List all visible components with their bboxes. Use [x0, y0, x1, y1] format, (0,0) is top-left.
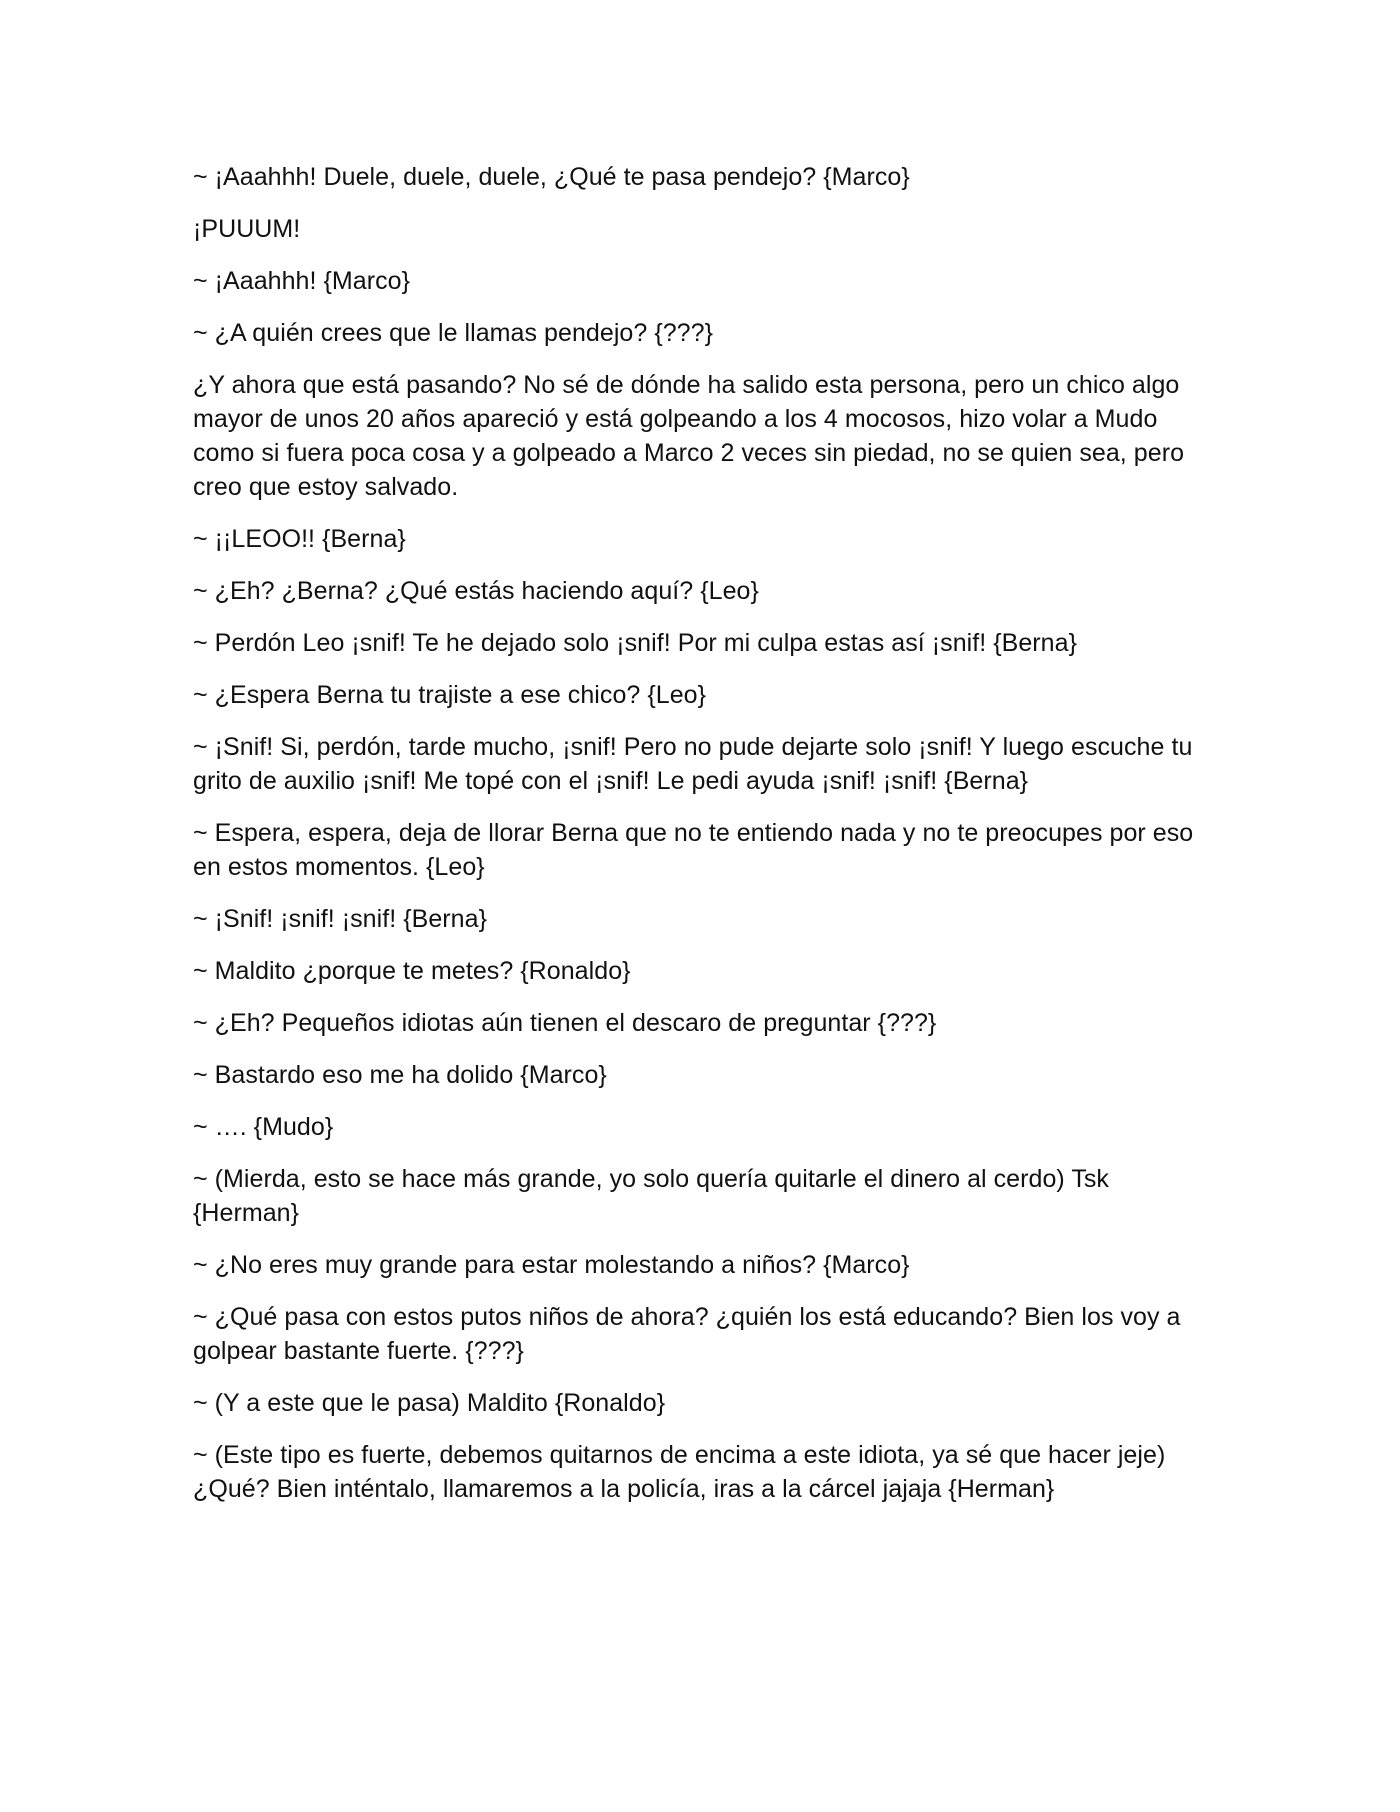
paragraph: ~ ¿No eres muy grande para estar molestando a niños? {Marco}	[193, 1251, 910, 1279]
paragraph: ~ ¿Eh? Pequeños idiotas aún tienen el descaro de preguntar {???}	[193, 1009, 937, 1037]
paragraph: ~ Bastardo eso me ha dolido {Marco}	[193, 1061, 607, 1089]
paragraph: ¿Y ahora que está pasando? No sé de dónde ha salido esta persona, pero un chico algo mayor de unos 20 años apareció y está golpeando a los 4 mocosos, hizo volar a Mudo como si fuera poca cosa y a golpeado a Marco 2 veces sin piedad, no se quien sea, pero creo que estoy salvado.	[193, 371, 1185, 501]
paragraph: ~ ¡Aaahhh! Duele, duele, duele, ¿Qué te pasa pendejo? {Marco}	[193, 163, 910, 191]
paragraph: ~ ¡Snif! ¡snif! ¡snif! {Berna}	[193, 905, 487, 933]
paragraph: ~ ¡¡LEOO!! {Berna}	[193, 525, 406, 553]
paragraph: ~ ¿A quién crees que le llamas pendejo? {???}	[193, 319, 713, 347]
paragraph: ~ (Y a este que le pasa) Maldito {Ronaldo}	[193, 1389, 666, 1417]
paragraph: ~ Maldito ¿porque te metes? {Ronaldo}	[193, 957, 631, 985]
paragraph: ¡PUUUM!	[193, 215, 301, 243]
paragraph: ~ (Este tipo es fuerte, debemos quitarnos de encima a este idiota, ya sé que hacer jeje) ¿Qué? Bien inténtalo, llamaremos a la policía, iras a la cárcel jajaja {Herman}	[193, 1441, 1166, 1503]
paragraph: ~ ¡Aaahhh! {Marco}	[193, 267, 411, 295]
paragraph: ~ Espera, espera, deja de llorar Berna que no te entiendo nada y no te preocupes por eso en estos momentos. {Leo}	[193, 819, 1194, 881]
paragraph: ~ (Mierda, esto se hace más grande, yo solo quería quitarle el dinero al cerdo) Tsk {Herman}	[193, 1165, 1109, 1227]
paragraph: ~ ¿Eh? ¿Berna? ¿Qué estás haciendo aquí? {Leo}	[193, 577, 759, 605]
paragraph: ~ Perdón Leo ¡snif! Te he dejado solo ¡snif! Por mi culpa estas así ¡snif! {Berna}	[193, 629, 1077, 657]
paragraph: ~ ¿Qué pasa con estos putos niños de ahora? ¿quién los está educando? Bien los voy a golpear bastante fuerte. {???}	[193, 1303, 1181, 1365]
paragraph: ~ ¡Snif! Si, perdón, tarde mucho, ¡snif! Pero no pude dejarte solo ¡snif! Y luego escuche tu grito de auxilio ¡snif! Me topé con el ¡snif! Le pedi ayuda ¡snif! ¡snif! {Berna}	[193, 733, 1193, 795]
document-body	[193, 160, 1213, 1524]
paragraph: ~ …. {Mudo}	[193, 1113, 334, 1141]
paragraph: ~ ¿Espera Berna tu trajiste a ese chico? {Leo}	[193, 681, 707, 709]
